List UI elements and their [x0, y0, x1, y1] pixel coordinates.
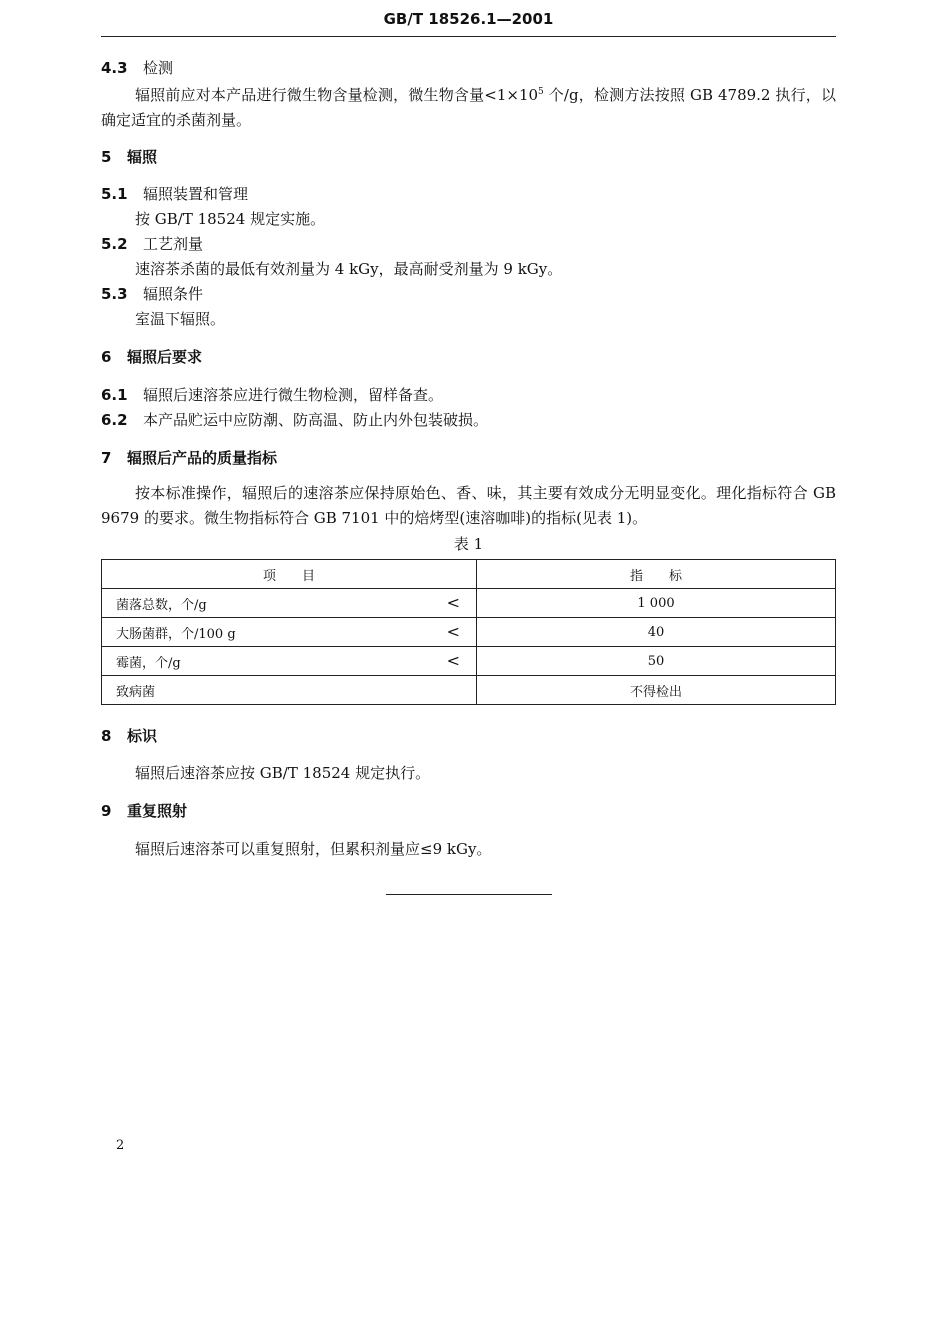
section-5-1-body: 按 GB/T 18524 规定实施。 [135, 210, 326, 228]
item-label: 致病菌 [116, 684, 156, 700]
section-number: 5.2 [101, 235, 128, 253]
section-title: 检测 [143, 59, 174, 77]
section-text: 辐照后速溶茶应进行微生物检测，留样备查。 [143, 386, 444, 404]
section-8-body: 辐照后速溶茶应按 GB/T 18524 规定执行。 [135, 764, 431, 782]
section-title: 工艺剂量 [143, 235, 204, 253]
section-5-2-body: 速溶茶杀菌的最低有效剂量为 4 kGy，最高耐受剂量为 9 kGy。 [135, 260, 563, 278]
section-5-2-heading [101, 233, 203, 254]
section-number: 6.1 [101, 386, 128, 404]
section-number: 6 [101, 348, 112, 366]
section-5-heading [101, 146, 157, 167]
table-caption: 表 1 [453, 535, 484, 553]
section-number: 8 [101, 727, 112, 745]
item-label: 霉菌，个/g [116, 655, 181, 671]
section-number: 7 [101, 449, 112, 467]
body-text: 辐照前应对本产品进行微生物含量检测，微生物含量<1×10 [135, 86, 539, 104]
table-cell-item [102, 589, 477, 618]
section-number: 4.3 [101, 59, 128, 77]
section-title: 辐照条件 [143, 285, 204, 303]
table-1 [101, 559, 836, 705]
section-number: 5.1 [101, 185, 128, 203]
section-title: 辐照 [127, 148, 158, 166]
column-header-value: 指 标 [477, 560, 836, 589]
section-9-body: 辐照后速溶茶可以重复照射，但累积剂量应≤9 kGy。 [135, 840, 492, 858]
section-6-heading [101, 346, 202, 367]
section-text: 本产品贮运中应防潮、防高温、防止内外包装破损。 [143, 411, 489, 429]
table-row [102, 589, 836, 618]
column-header-item: 项 目 [102, 560, 477, 589]
section-9-heading [101, 800, 187, 821]
less-than-sign: < [446, 593, 460, 612]
item-label: 菌落总数，个/g [116, 597, 207, 613]
body-text: 个/g，检测方法按照 GB 4789.2 执行，以确定适宜的杀菌剂量。 [101, 86, 836, 129]
section-title: 辐照后要求 [127, 348, 203, 366]
table-cell-value: 1 000 [477, 589, 836, 618]
section-number: 5 [101, 148, 112, 166]
table-cell-item [102, 647, 477, 676]
section-title: 辐照后产品的质量指标 [127, 449, 278, 467]
section-4-3-body [101, 80, 836, 133]
section-6-1 [101, 384, 443, 405]
superscript: 5 [538, 87, 544, 97]
section-title: 辐照装置和管理 [143, 185, 249, 203]
section-title: 标识 [127, 727, 158, 745]
section-6-2 [101, 409, 488, 430]
page-header: GB/T 18526.1—2001 [383, 10, 554, 28]
section-number: 9 [101, 802, 112, 820]
header-rule [101, 36, 836, 37]
less-than-sign: < [446, 622, 460, 641]
less-than-sign: < [446, 651, 460, 670]
table-header-row [102, 560, 836, 589]
table-row [102, 618, 836, 647]
section-7-heading [101, 447, 277, 468]
section-title: 重复照射 [127, 802, 188, 820]
table-cell-value: 不得检出 [477, 676, 836, 705]
table-row [102, 676, 836, 705]
section-5-3-heading [101, 283, 203, 304]
section-5-3-body: 室温下辐照。 [135, 310, 226, 328]
end-rule [386, 894, 552, 895]
section-7-body: 按本标准操作，辐照后的速溶茶应保持原始色、香、味，其主要有效成分无明显变化。理化指标符合 GB 9679 的要求。微生物指标符合 GB 7101 中的焙烤型(速溶咖啡)的指标(见表 1)。 [101, 484, 836, 527]
section-number: 6.2 [101, 411, 128, 429]
section-8-heading [101, 725, 157, 746]
section-number: 5.3 [101, 285, 128, 303]
table-cell-value: 40 [477, 618, 836, 647]
table-row [102, 647, 836, 676]
section-4-3-heading [101, 57, 173, 78]
table-cell-item [102, 676, 477, 705]
page-number: 2 [116, 1138, 125, 1153]
table-cell-item [102, 618, 477, 647]
table-cell-value: 50 [477, 647, 836, 676]
section-5-1-heading [101, 183, 248, 204]
item-label: 大肠菌群，个/100 g [116, 626, 236, 642]
